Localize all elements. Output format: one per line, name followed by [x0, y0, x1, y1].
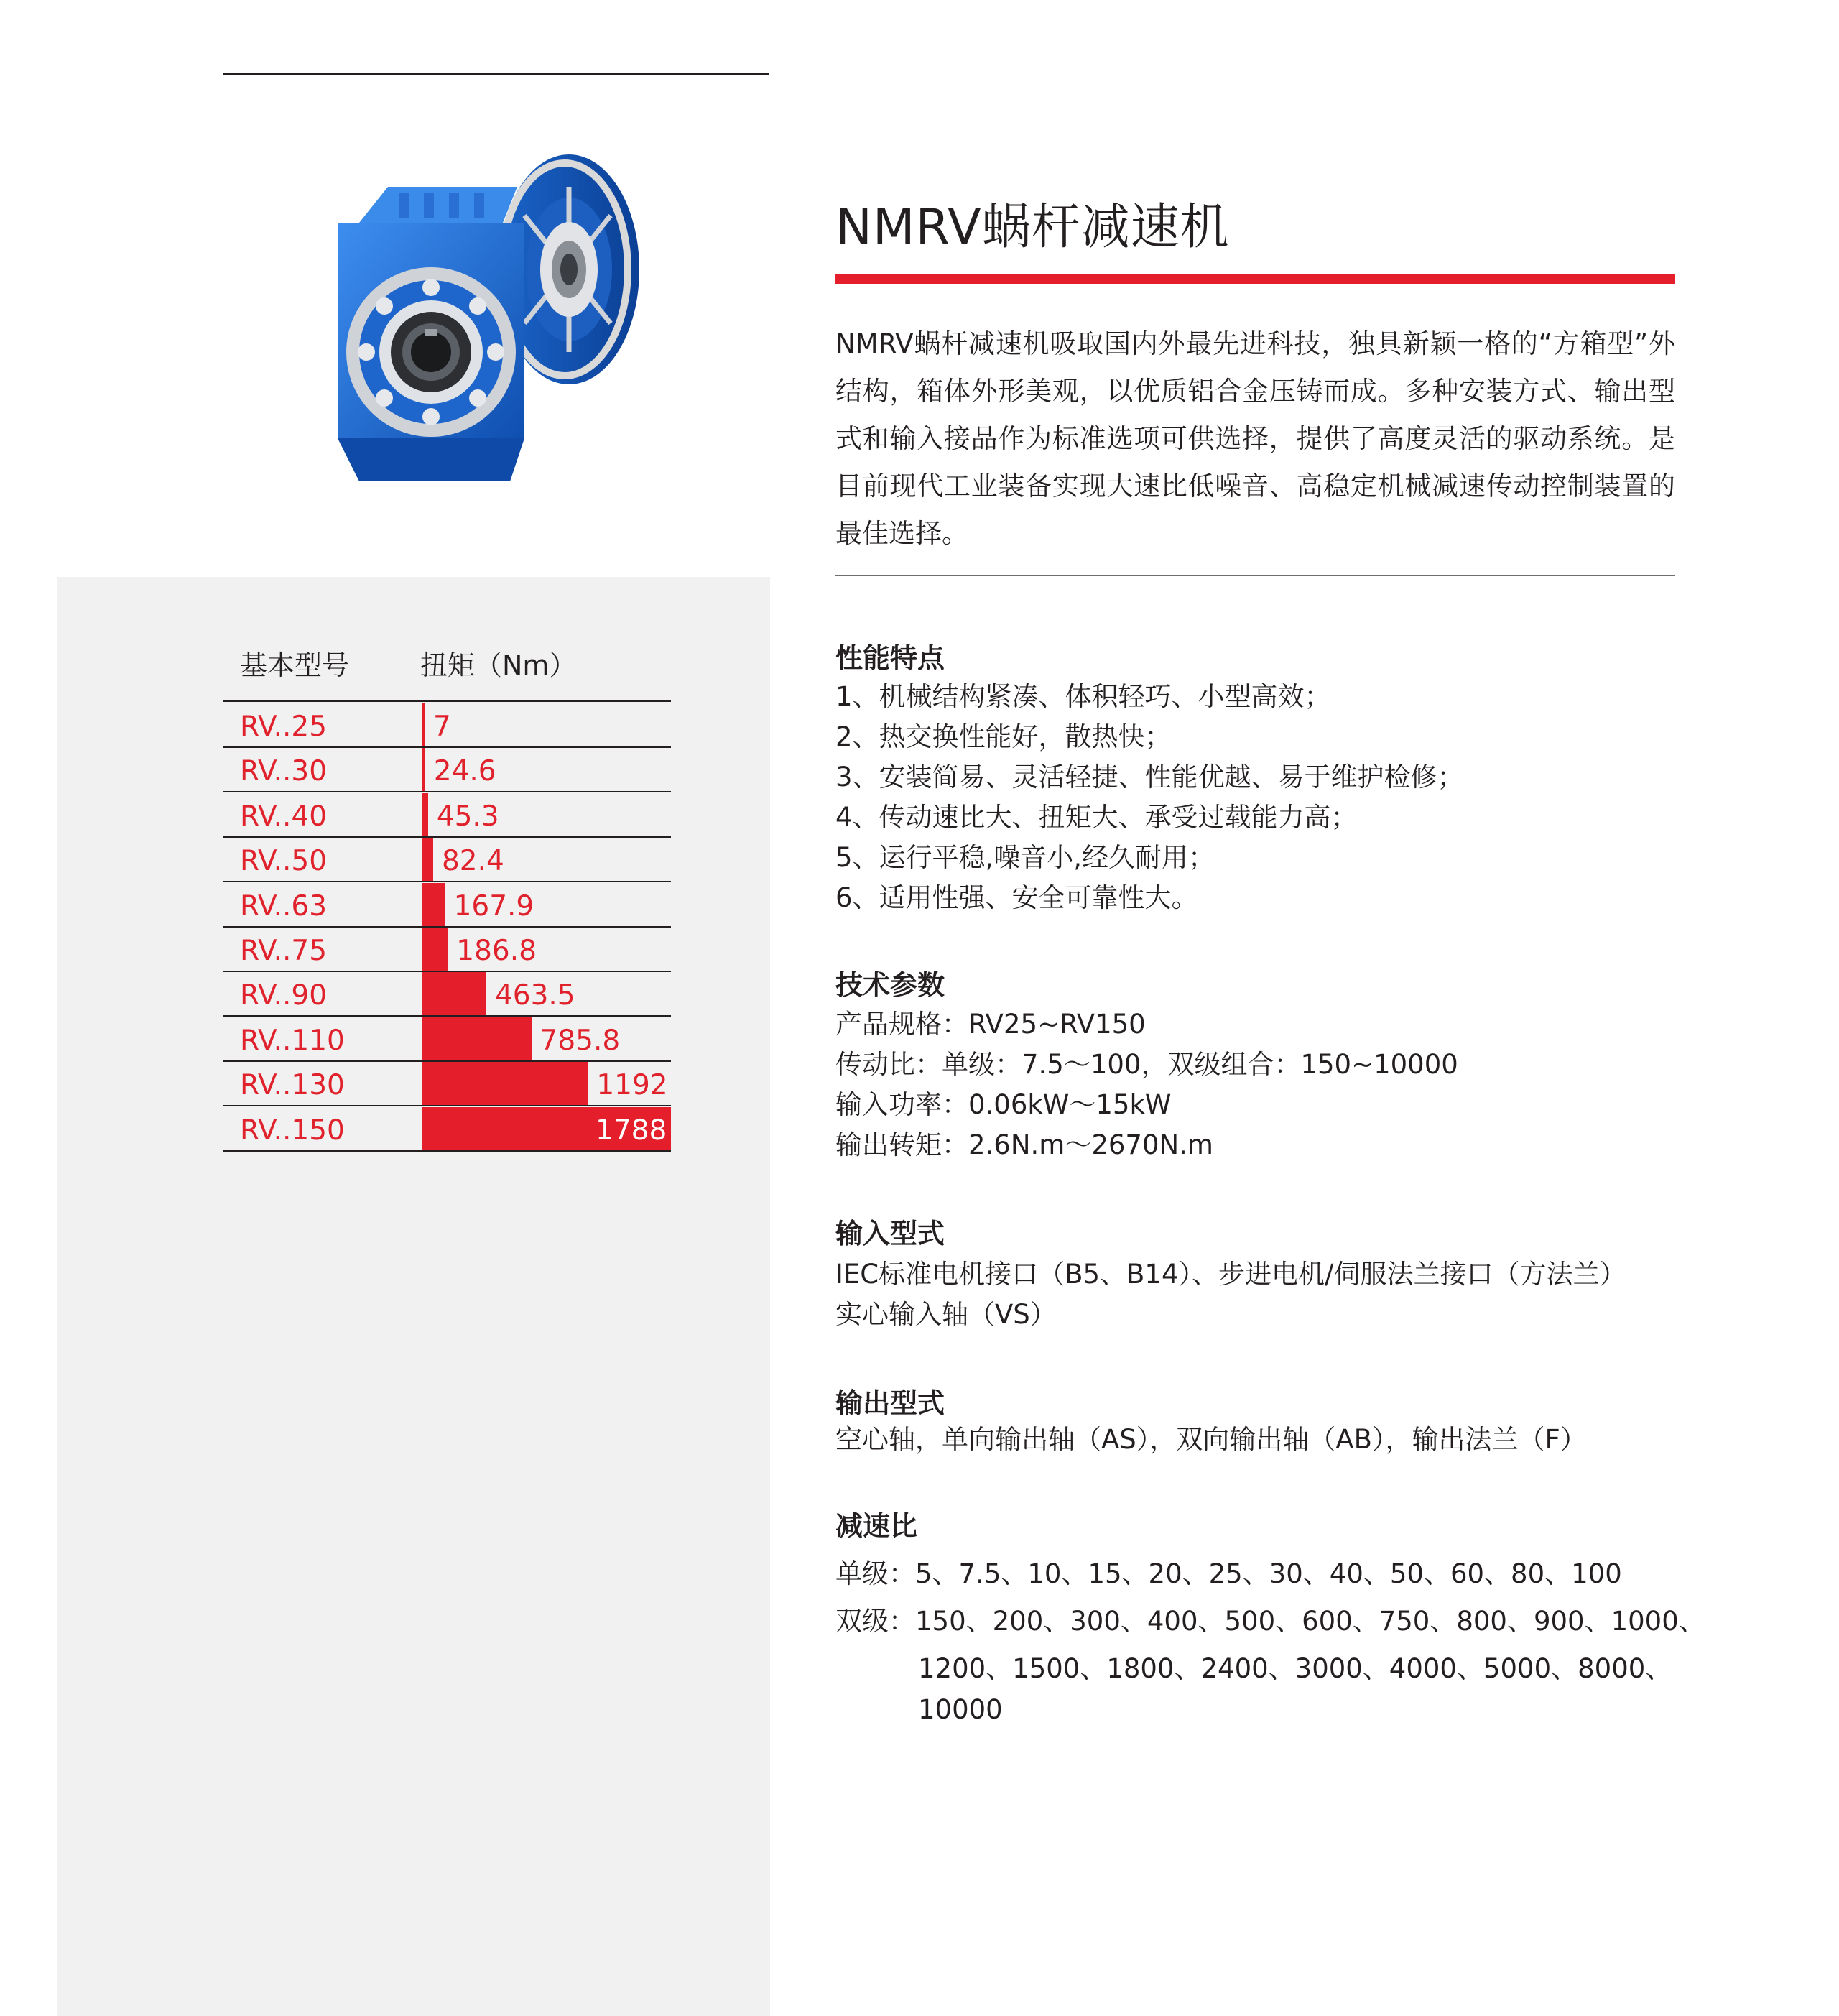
column-header-model: 基本型号	[240, 649, 350, 681]
table-row	[223, 1016, 671, 1060]
column-header-torque: 扭矩（Nm）	[420, 649, 577, 681]
list-item: IEC标准电机接口（B5、B14）、步进电机/伺服法兰接口（方法兰）	[835, 1259, 1626, 1290]
model-cell: RV..150	[240, 1114, 345, 1147]
model-cell: RV..75	[240, 935, 328, 967]
ratio-double: 双级：150、200、300、400、500、600、750、800、900、1000、	[835, 1606, 1705, 1637]
ratio-double-cont: 10000	[918, 1694, 1003, 1725]
torque-bar	[422, 883, 445, 926]
list-item: 2、热交换性能好，散热快；	[835, 721, 1172, 752]
model-cell: RV..110	[240, 1024, 345, 1057]
table-row	[223, 702, 671, 746]
list-item: 输出转矩：2.6N.m～2670N.m	[835, 1129, 1213, 1160]
torque-value: 24.6	[433, 755, 496, 788]
list-item: 产品规格：RV25~RV150	[835, 1009, 1146, 1040]
model-cell: RV..130	[240, 1069, 345, 1102]
model-cell: RV..50	[240, 845, 328, 878]
row-rule	[223, 1150, 671, 1152]
list-item: 3、安装简易、灵活轻捷、性能优越、易于维护检修；	[835, 762, 1464, 792]
table-row	[223, 926, 671, 971]
output-list	[835, 1420, 1587, 1460]
features-list	[835, 677, 1464, 918]
torque-bar	[422, 703, 425, 746]
tech-heading: 技术参数	[835, 969, 945, 1001]
table-row	[223, 792, 671, 836]
title-accent-bar	[835, 274, 1675, 284]
model-cell: RV..90	[240, 979, 328, 1012]
torque-value: 167.9	[453, 889, 534, 923]
torque-value: 1788	[596, 1114, 667, 1147]
list-item: 实心输入轴（VS）	[835, 1299, 1057, 1330]
torque-value: 1192	[596, 1069, 668, 1102]
torque-value: 82.4	[441, 845, 504, 878]
intro-paragraph: NMRV蜗杆减速机吸取国内外最先进科技，独具新颖一格的“方箱型”外结构，箱体外形美观，以优质铝合金压铸而成。多种安装方式、输出型式和输入接品作为标准选项可供选择，提供了高度灵活的驱动系统。是目前现代工业装备实现大速比低噪音、高稳定机械减速传动控制装置的最佳选择。	[835, 328, 1675, 549]
model-cell: RV..25	[240, 711, 328, 743]
ratio-single: 单级：5、7.5、10、15、20、25、30、40、50、60、80、100	[835, 1558, 1622, 1589]
table-row	[223, 971, 671, 1015]
features-heading: 性能特点	[835, 642, 945, 674]
ratio-double-cont: 1200、1500、1800、2400、3000、4000、5000、8000、	[918, 1653, 1672, 1684]
torque-bar	[422, 1017, 532, 1060]
section-divider	[835, 575, 1675, 576]
worm-gear-reducer-image	[316, 144, 661, 517]
input-heading: 输入型式	[835, 1218, 945, 1249]
input-list	[835, 1254, 1626, 1335]
tech-list	[835, 1004, 1458, 1165]
torque-bar	[422, 1062, 588, 1105]
list-item: 5、运行平稳,噪音小,经久耐用；	[835, 842, 1215, 873]
list-item: 传动比：单级：7.5～100，双级组合：150~10000	[835, 1049, 1458, 1080]
list-item: 空心轴，单向输出轴（AS），双向输出轴（AB），输出法兰（F）	[835, 1424, 1587, 1455]
list-item: 6、适用性强、安全可靠性大。	[835, 882, 1198, 913]
model-cell: RV..30	[240, 755, 328, 788]
torque-bar	[422, 793, 428, 836]
ratio-heading: 减速比	[835, 1510, 918, 1542]
torque-value: 45.3	[436, 800, 499, 833]
model-cell: RV..63	[240, 889, 328, 923]
list-item: 4、传动速比大、扭矩大、承受过载能力高；	[835, 802, 1358, 833]
table-row	[223, 746, 671, 791]
table-row	[223, 836, 671, 881]
torque-bar	[422, 928, 448, 971]
output-heading: 输出型式	[835, 1387, 945, 1419]
page-title: NMRV蜗杆减速机	[835, 199, 1230, 256]
top-rule	[223, 73, 769, 75]
torque-bar	[422, 838, 433, 881]
table-row	[223, 1060, 671, 1105]
model-cell: RV..40	[240, 800, 328, 833]
torque-bar	[422, 748, 425, 791]
torque-bar	[422, 972, 486, 1015]
list-item: 输入功率：0.06kW～15kW	[835, 1089, 1172, 1120]
torque-value: 785.8	[539, 1024, 621, 1057]
torque-value: 463.5	[494, 979, 575, 1012]
table-row	[223, 882, 671, 926]
table-row	[223, 1106, 671, 1150]
list-item: 1、机械结构紧凑、体积轻巧、小型高效；	[835, 681, 1331, 712]
torque-value: 186.8	[456, 935, 537, 967]
torque-value: 7	[433, 711, 451, 743]
